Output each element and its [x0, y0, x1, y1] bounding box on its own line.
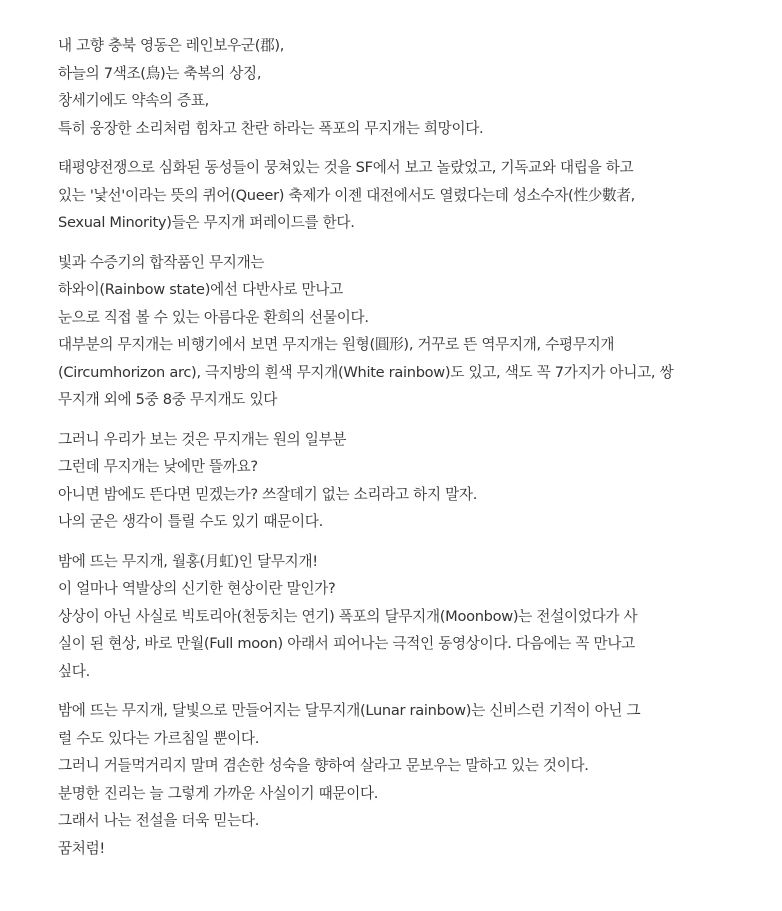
text-line: 있는 '낯선'이라는 뜻의 퀴어(Queer) 축제가 이젠 대전에서도 열렸다는데 성소수자(性少數者,	[58, 186, 635, 204]
paragraph	[58, 32, 734, 142]
text-line: 특히 웅장한 소리처럼 힘차고 찬란 하라는 폭포의 무지개는 희망이다.	[58, 119, 484, 137]
text-line: 태평양전쟁으로 심화된 동성들이 뭉쳐있는 것을 SF에서 보고 놀랐었고, 기독교와 대립을 하고	[58, 159, 634, 176]
text-line: 눈으로 직접 볼 수 있는 아름다운 환희의 선물이다.	[58, 308, 369, 326]
text-line: 내 고향 충북 영동은 레인보우군(郡),	[58, 37, 285, 54]
paragraph	[58, 249, 734, 414]
text-line: 꿈처럼!	[58, 839, 105, 857]
text-line: 실이 된 현상, 바로 만월(Full moon) 아래서 피어나는 극적인 동영상이다. 다음에는 꼭 만나고	[58, 635, 635, 652]
text-line: 분명한 진리는 늘 그렇게 가까운 사실이기 때문이다.	[58, 784, 379, 802]
text-line: 창세기에도 약속의 증표,	[58, 92, 209, 109]
text-line: 하늘의 7색조(鳥)는 축복의 상징,	[58, 64, 262, 82]
text-line: 나의 굳은 생각이 틀릴 수도 있기 때문이다.	[58, 513, 323, 530]
text-line: 빛과 수증기의 합작품인 무지개는	[58, 253, 265, 271]
text-line: 그러니 거들먹거리지 말며 겸손한 성숙을 향하여 살라고 문보우는 말하고 있는 것이다.	[58, 757, 589, 774]
text-line: 대부분의 무지개는 비행기에서 보면 무지개는 원형(圓形), 거꾸로 뜬 역무지개, 수평무지개	[58, 336, 615, 353]
text-line: 무지개 외에 5중 8중 무지개도 있다	[58, 391, 278, 408]
text-line: 그래서 나는 전설을 더욱 믿는다.	[58, 812, 260, 829]
text-line: Sexual Minority)들은 무지개 퍼레이드를 한다.	[58, 214, 355, 231]
text-line: (Circumhorizon arc), 극지방의 흰색 무지개(White rainbow)도 있고, 색도 꼭 7가지가 아니고, 쌍	[58, 363, 674, 381]
text-line: 하와이(Rainbow state)에선 다반사로 만나고	[58, 281, 343, 298]
text-line: 상상이 아닌 사실로 빅토리아(천둥치는 연기) 폭포의 달무지개(Moonbow)는 전설이었다가 사	[58, 607, 638, 625]
article-body	[58, 32, 734, 862]
text-line: 밤에 뜨는 무지개, 달빛으로 만들어지는 달무지개(Lunar rainbow)는 신비스런 기적이 아닌 그	[58, 702, 641, 719]
text-line: 아니면 밤에도 뜬다면 믿겠는가? 쓰잘데기 없는 소리라고 하지 말자.	[58, 485, 478, 503]
paragraph	[58, 154, 734, 237]
text-line: 럴 수도 있다는 가르침일 뿐이다.	[58, 729, 260, 747]
text-line: 그러니 우리가 보는 것은 무지개는 원의 일부분	[58, 430, 347, 448]
text-line: 싶다.	[58, 662, 90, 680]
paragraph	[58, 697, 734, 862]
paragraph	[58, 548, 734, 686]
text-line: 그런데 무지개는 낮에만 뜰까요?	[58, 458, 258, 475]
text-line: 밤에 뜨는 무지개, 월홍(月虹)인 달무지개!	[58, 552, 318, 570]
paragraph	[58, 426, 734, 536]
text-line: 이 얼마나 역발상의 신기한 현상이란 말인가?	[58, 580, 336, 597]
